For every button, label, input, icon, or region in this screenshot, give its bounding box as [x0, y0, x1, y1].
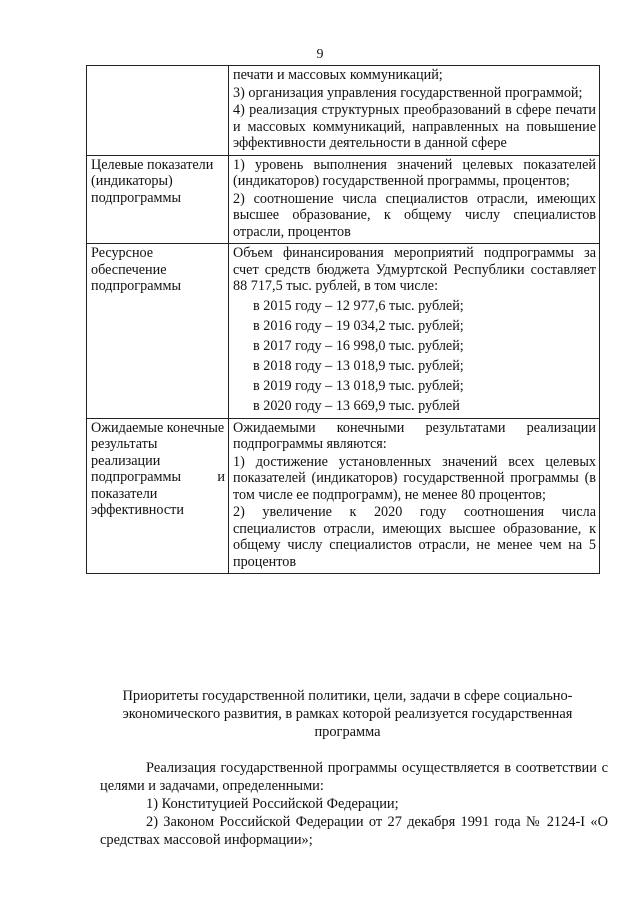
row-content — [229, 155, 600, 244]
row-label — [87, 66, 229, 156]
funding-year-line: в 2016 году – 19 034,2 тыс. рублей; — [253, 317, 464, 334]
table-row — [87, 244, 600, 419]
subprogram-passport-table — [86, 65, 600, 574]
funding-intro: Объем финансирования мероприятий подпрограммы за счет средств бюджета Удмуртской Республики составляет 88 717,5 тыс. рублей, в том числе: — [233, 245, 596, 294]
list-item: печати и массовых коммуникаций; — [233, 67, 443, 83]
row-content — [229, 418, 600, 574]
list-item: 2) Законом Российской Федерации от 27 декабря 1991 года № 2124-I «О средствах массовой информации»; — [100, 814, 608, 848]
list-item: 1) Конституцией Российской Федерации; — [146, 796, 399, 812]
funding-year-line: в 2017 году – 16 998,0 тыс. рублей; — [253, 337, 464, 354]
list-item: 2) соотношение числа специалистов отрасли, имеющих высшее образование, к общему числу специалистов отрасли, процентов — [233, 190, 596, 240]
row-label-line: показатели эффективности — [91, 485, 184, 518]
row-content — [229, 66, 600, 156]
list-item: 4) реализация структурных преобразований в сфере печати и массовых коммуникаций, направленных на повышение эффективности деятельности в данной сфере — [233, 102, 596, 151]
row-label-line: Ожидаемые конечные результаты реализации — [91, 419, 225, 469]
row-label: Ресурсное обеспечение подпрограммы — [87, 244, 229, 419]
funding-year-line: в 2015 году – 12 977,6 тыс. рублей; — [253, 297, 464, 314]
list-item: 3) организация управления государственной программой; — [233, 84, 583, 101]
table-row — [87, 155, 600, 244]
body-paragraph: Реализация государственной программы осуществляется в соответствии с целями и задачами, определенными: — [100, 760, 608, 794]
list-item: 1) достижение установленных значений всех целевых показателей (индикаторов) государственной программы (в том числе ее подпрограмм), не менее 80 процентов; — [233, 453, 596, 503]
section-heading: Приоритеты государственной политики, цели, задачи в сфере социально-экономического развития, в рамках которой реализуется государственная программа — [122, 688, 573, 740]
table-row — [87, 418, 600, 574]
funding-year-line: в 2020 году – 13 669,9 тыс. рублей — [253, 397, 460, 414]
body-text — [100, 759, 608, 849]
row-label — [87, 418, 229, 574]
funding-year-line: в 2018 году – 13 018,9 тыс. рублей; — [253, 357, 464, 374]
row-label-line: подпрограммы и — [91, 469, 225, 485]
row-label: Целевые показатели (индикаторы) подпрограммы — [87, 155, 229, 244]
funding-year-line: в 2019 году – 13 018,9 тыс. рублей; — [253, 377, 464, 394]
list-item: 2) увеличение к 2020 году соотношения числа специалистов отрасли, имеющих высшее образование, к общему числу специалистов отрасли, не менее чем на 5 процентов — [233, 504, 596, 570]
list-item: 1) уровень выполнения значений целевых показателей (индикаторов) государственной программы, процентов; — [233, 156, 596, 189]
row-content — [229, 244, 600, 419]
list-item: Ожидаемыми конечными результатами реализации подпрограммы являются: — [233, 419, 596, 452]
table-row — [87, 66, 600, 156]
page-number: 9 — [316, 47, 324, 62]
